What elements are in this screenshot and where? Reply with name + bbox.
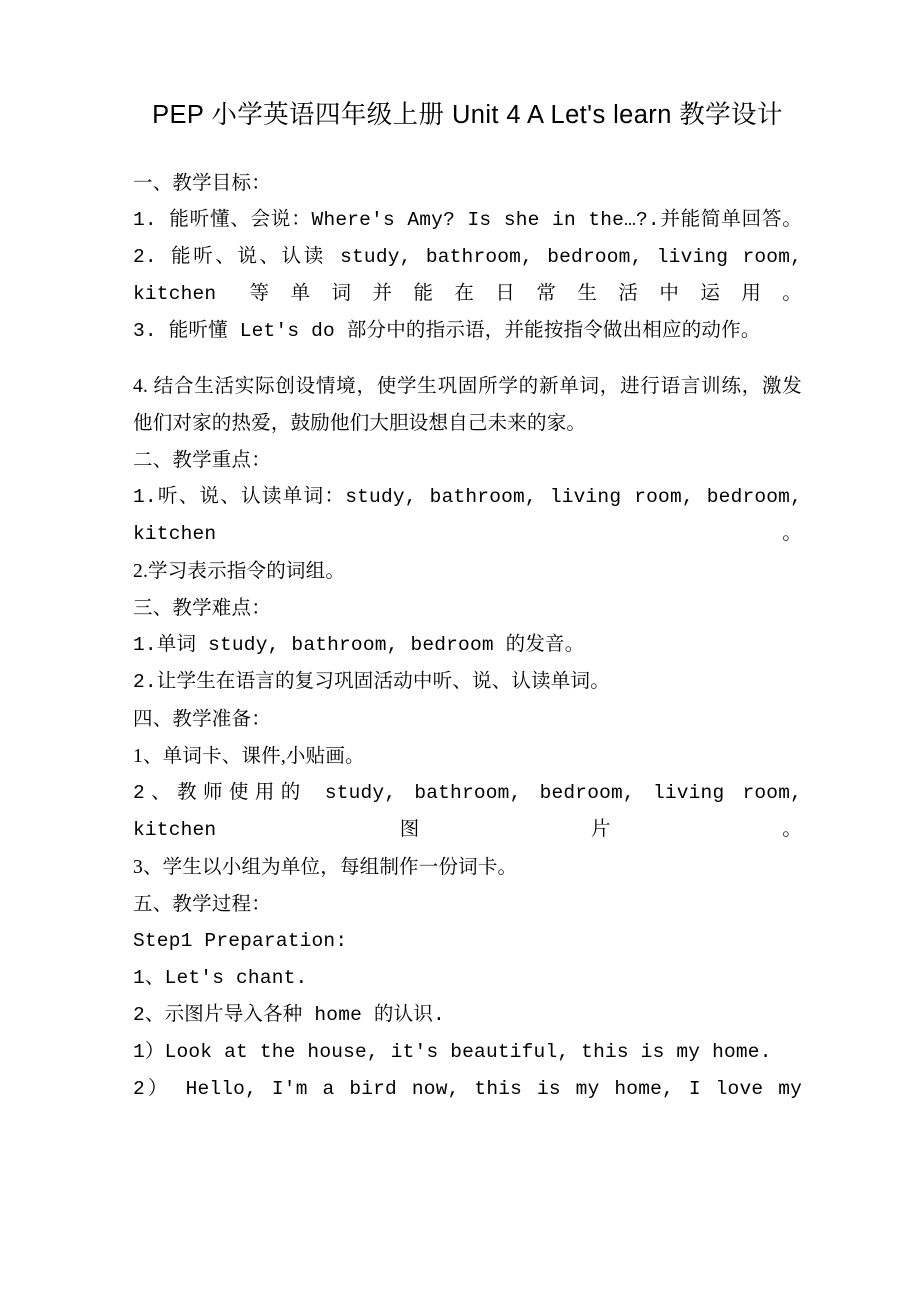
preparation-3: 3、学生以小组为单位，每组制作一份词卡。 — [133, 857, 518, 878]
difficulties-heading: 三、教学难点： — [133, 598, 271, 619]
objective-3: 3. 能听懂 Let's do 部分中的指示语，并能按指令做出相应的动作。 — [133, 320, 761, 342]
objective-2: 2. 能听、说、认读 study, bathroom, bedroom, living room, kitchen 等单词并能在日常生活中运用。 — [133, 246, 802, 305]
page-title: PEP 小学英语四年级上册 Unit 4 A Let's learn 教学设计 — [152, 101, 783, 129]
preparation-2: 2、教师使用的 study, bathroom, bedroom, living room, kitchen 图片。 — [133, 782, 802, 841]
objective-4: 4. 结合生活实际创设情境，使学生巩固所学的新单词，进行语言训练，激发他们对家的热爱，鼓励他们大胆设想自己未来的家。 — [133, 376, 802, 434]
step1-item-4: 2） Hello, I'm a bird now, this is my home, I love my — [133, 1078, 802, 1100]
step1-item-3: 1）Look at the house, it's beautiful, this is my home. — [133, 1041, 772, 1063]
process-heading: 五、教学过程： — [133, 894, 271, 915]
key-point-2: 2.学习表示指令的词组。 — [133, 561, 346, 582]
step1-item-2: 2、示图片导入各种 home 的认识. — [133, 1004, 445, 1026]
key-point-1: 1.听、说、认读单词：study, bathroom, living room, bedroom, kitchen。 — [133, 486, 802, 545]
preparation-1: 1、单词卡、课件,小贴画。 — [133, 746, 365, 767]
objective-1: 1. 能听懂、会说：Where's Amy? Is she in the…?.并能简单回答。 — [133, 209, 802, 231]
difficulty-1: 1.单词 study, bathroom, bedroom 的发音。 — [133, 634, 585, 656]
step1-item-1: 1、Let's chant. — [133, 967, 308, 989]
difficulty-2: 2.让学生在语言的复习巩固活动中听、说、认读单词。 — [133, 671, 610, 693]
spacer — [133, 350, 802, 368]
objectives-heading: 一、教学目标： — [133, 173, 271, 194]
document-body — [133, 165, 802, 1108]
preparation-heading: 四、教学准备： — [133, 709, 271, 730]
key-points-heading: 二、教学重点： — [133, 450, 271, 471]
step1-heading: Step1 Preparation: — [133, 930, 348, 952]
